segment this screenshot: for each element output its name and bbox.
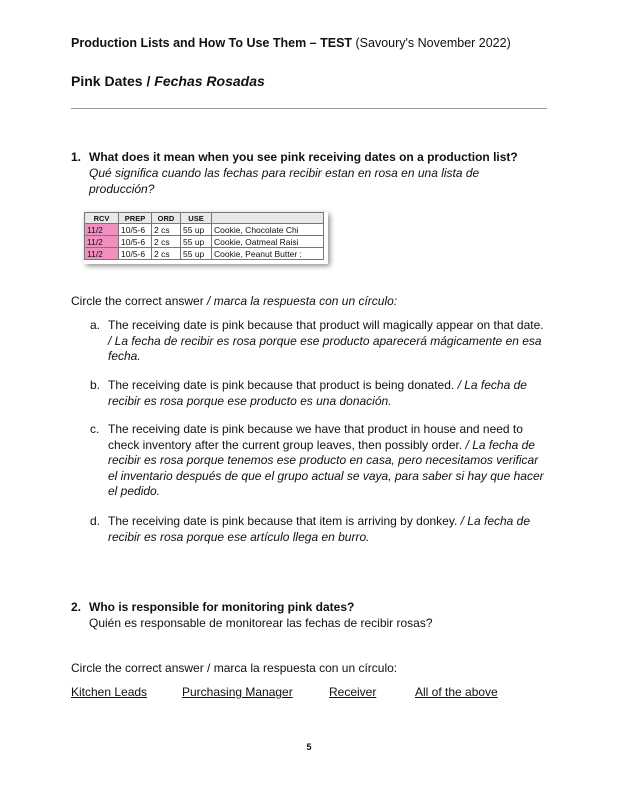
question-1-text-en: What does it mean when you see pink receiving dates on a production list? xyxy=(89,150,518,164)
table-header-row xyxy=(85,213,324,224)
option-text-es: / La fecha de recibir es rosa porque ese producto es una donación. xyxy=(108,378,527,408)
instructions-1-en: Circle the correct answer xyxy=(71,294,208,308)
table-header-item xyxy=(212,213,324,224)
answer-option-d[interactable] xyxy=(90,514,550,546)
option-letter: d. xyxy=(90,514,101,528)
answer-receiver[interactable]: Receiver xyxy=(329,685,377,699)
answer-option-b[interactable] xyxy=(90,378,550,410)
option-text-en: The receiving date is pink because we have that product in house and need to check inventory after the current group leaves, then possibly order. xyxy=(108,422,523,452)
question-2-text-es: Quién es responsable de monitorear las fechas de recibir rosas? xyxy=(89,616,433,630)
header-title: Production Lists and How To Use Them – TEST xyxy=(71,36,353,50)
answer-option-c[interactable] xyxy=(90,422,550,502)
table-cell-prep: 10/5-6 xyxy=(119,224,152,236)
table-header-use: USE xyxy=(181,213,212,224)
option-text-en: The receiving date is pink because that product will magically appear on that date. xyxy=(108,318,544,332)
answer-choices xyxy=(0,685,618,701)
option-letter: b. xyxy=(90,378,101,392)
horizontal-rule xyxy=(71,108,547,109)
table-cell-item: Cookie, Chocolate Chi xyxy=(212,224,324,236)
option-letter: c. xyxy=(90,422,100,436)
table-cell-prep: 10/5-6 xyxy=(119,248,152,260)
table-cell-prep: 10/5-6 xyxy=(119,236,152,248)
table-row xyxy=(85,224,324,236)
instructions-1-es: / marca la respuesta con un círculo: xyxy=(207,294,398,308)
section-title xyxy=(71,73,265,89)
option-text-es: / La fecha de recibir es rosa porque ese producto aparecerá mágicamente en esa fecha. xyxy=(108,333,542,363)
question-2 xyxy=(71,599,541,631)
table-cell-use: 55 up xyxy=(181,224,212,236)
table-cell-rcv: 11/2 xyxy=(85,224,119,236)
option-text-es: / La fecha de recibir es rosa porque tenemos ese producto en casa, pero necesitamos verificar el inventario después de que el grupo actual se vaya, para saber si hay que hacer el pedido. xyxy=(108,437,544,498)
option-text-es: / La fecha de recibir es rosa porque ese artículo llega en burro. xyxy=(108,514,531,544)
section-title-es: Fechas Rosadas xyxy=(154,73,265,89)
answer-instructions-2: Circle the correct answer / marca la respuesta con un círculo: xyxy=(71,661,398,675)
question-1 xyxy=(71,149,541,197)
page-number: 5 xyxy=(306,742,312,752)
document-header xyxy=(71,36,511,50)
header-subtitle: (Savoury's November 2022) xyxy=(352,36,511,50)
table-cell-ord: 2 cs xyxy=(152,248,181,260)
answer-option-a[interactable] xyxy=(90,318,550,366)
question-2-number: 2. xyxy=(71,600,82,614)
production-list-table xyxy=(84,212,324,260)
production-list-screenshot xyxy=(84,212,328,264)
table-header-ord: ORD xyxy=(152,213,181,224)
table-cell-use: 55 up xyxy=(181,248,212,260)
table-cell-rcv: 11/2 xyxy=(85,236,119,248)
table-cell-item: Cookie, Oatmeal Raisi xyxy=(212,236,324,248)
table-header-prep: PREP xyxy=(119,213,152,224)
table-cell-item: Cookie, Peanut Butter : xyxy=(212,248,324,260)
section-title-en: Pink Dates / xyxy=(71,73,155,89)
answer-purchasing-manager[interactable]: Purchasing Manager xyxy=(182,685,293,699)
option-text-en: The receiving date is pink because that item is arriving by donkey. xyxy=(108,514,458,528)
table-header-rcv: RCV xyxy=(85,213,119,224)
table-cell-use: 55 up xyxy=(181,236,212,248)
table-cell-rcv: 11/2 xyxy=(85,248,119,260)
question-2-text-en: Who is responsible for monitoring pink dates? xyxy=(89,600,355,614)
answer-all-of-the-above[interactable]: All of the above xyxy=(415,685,498,699)
option-text-en: The receiving date is pink because that product is being donated. xyxy=(108,378,455,392)
question-1-text-es: Qué significa cuando las fechas para recibir estan en rosa en una lista de producción? xyxy=(89,166,480,196)
table-row xyxy=(85,236,324,248)
table-cell-ord: 2 cs xyxy=(152,236,181,248)
table-row xyxy=(85,248,324,260)
answer-instructions-1 xyxy=(71,294,397,308)
table-cell-ord: 2 cs xyxy=(152,224,181,236)
option-letter: a. xyxy=(90,318,101,332)
question-1-number: 1. xyxy=(71,150,82,164)
answer-kitchen-leads[interactable]: Kitchen Leads xyxy=(71,685,148,699)
